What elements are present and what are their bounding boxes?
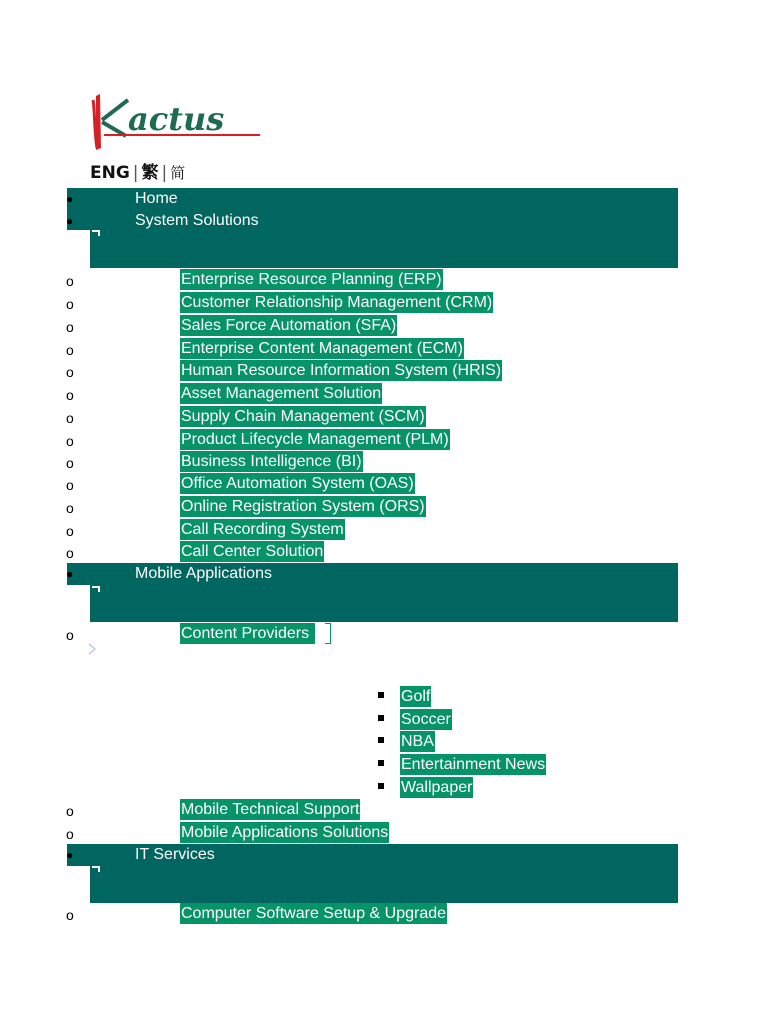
bullet-circle: o [66,545,74,561]
submenu-item-software-setup[interactable]: Computer Software Setup & Upgrade [181,905,447,922]
caret-right-icon[interactable] [88,643,96,655]
bullet-circle: o [66,273,74,289]
submenu-arrow-icon [92,586,100,592]
content-providers-bracket [325,623,331,644]
nav-it-services-link[interactable]: IT Services [135,846,215,863]
bullet-circle: o [66,523,74,539]
bullet-circle: o [66,410,74,426]
lang-separator: | [132,163,139,183]
bullet-circle: o [66,477,74,493]
nav-bar-it-services-extension [90,864,678,903]
nav-bar-mobile-extension [90,583,678,622]
bullet-disc: ● [66,567,74,581]
bullet-circle: o [66,826,74,842]
submenu-item-ors[interactable]: Online Registration System (ORS) [181,498,425,515]
bullet-square [378,715,384,721]
submenu-item-mobile-applications-solutions[interactable]: Mobile Applications Solutions [181,824,389,841]
submenu-item-oas[interactable]: Office Automation System (OAS) [181,475,414,492]
submenu-item-scm[interactable]: Supply Chain Management (SCM) [181,408,425,425]
submenu-item-entertainment-news[interactable]: Entertainment News [401,756,546,773]
submenu-arrow-icon [92,866,100,872]
submenu-item-content-providers[interactable]: Content Providers [180,623,315,644]
bullet-circle: o [66,296,74,312]
lang-eng-link[interactable]: ENG [90,163,130,183]
submenu-item-call-recording[interactable]: Call Recording System [181,521,344,538]
bullet-circle: o [66,342,74,358]
submenu-item-asset-management[interactable]: Asset Management Solution [181,385,382,402]
language-switcher [90,158,185,183]
bullet-disc: ● [66,192,74,206]
bullet-disc: ● [66,214,74,228]
submenu-arrow-icon [92,230,100,236]
lang-simplified-link[interactable]: 简 [170,164,186,182]
submenu-item-mobile-technical-support[interactable]: Mobile Technical Support [181,801,360,818]
nav-system-solutions-link[interactable]: System Solutions [135,212,259,229]
submenu-item-ecm[interactable]: Enterprise Content Management (ECM) [181,340,463,357]
bullet-square [378,760,384,766]
nav-bar-top-extension [90,228,678,268]
lang-traditional-link[interactable]: 繁 [141,163,159,183]
submenu-item-hris[interactable]: Human Resource Information System (HRIS) [181,362,502,379]
submenu-item-nba[interactable]: NBA [401,733,434,750]
submenu-item-plm[interactable]: Product Lifecycle Management (PLM) [181,431,449,448]
bullet-square [378,737,384,743]
bullet-circle: o [66,455,74,471]
bullet-circle: o [66,907,74,923]
bullet-square [378,692,384,698]
nav-mobile-applications-link[interactable]: Mobile Applications [135,565,272,582]
submenu-item-erp[interactable]: Enterprise Resource Planning (ERP) [181,271,442,288]
bullet-disc: ● [66,848,74,862]
bullet-circle: o [66,319,74,335]
submenu-item-bi[interactable]: Business Intelligence (BI) [181,453,362,470]
submenu-item-sfa[interactable]: Sales Force Automation (SFA) [181,317,397,334]
kactus-logo[interactable] [88,90,263,150]
submenu-item-crm[interactable]: Customer Relationship Management (CRM) [181,294,493,311]
bullet-circle: o [66,433,74,449]
nav-home-link[interactable]: Home [135,190,178,207]
submenu-item-soccer[interactable]: Soccer [401,711,451,728]
lang-separator: | [161,163,168,183]
submenu-item-call-center[interactable]: Call Center Solution [181,543,324,560]
bullet-circle: o [66,364,74,380]
bullet-circle: o [66,500,74,516]
svg-text:actus: actus [128,100,225,138]
bullet-circle: o [66,627,74,643]
bullet-circle: o [66,803,74,819]
bullet-circle: o [66,387,74,403]
submenu-item-golf[interactable]: Golf [401,688,431,705]
bullet-square [378,783,384,789]
submenu-item-wallpaper[interactable]: Wallpaper [401,779,473,796]
